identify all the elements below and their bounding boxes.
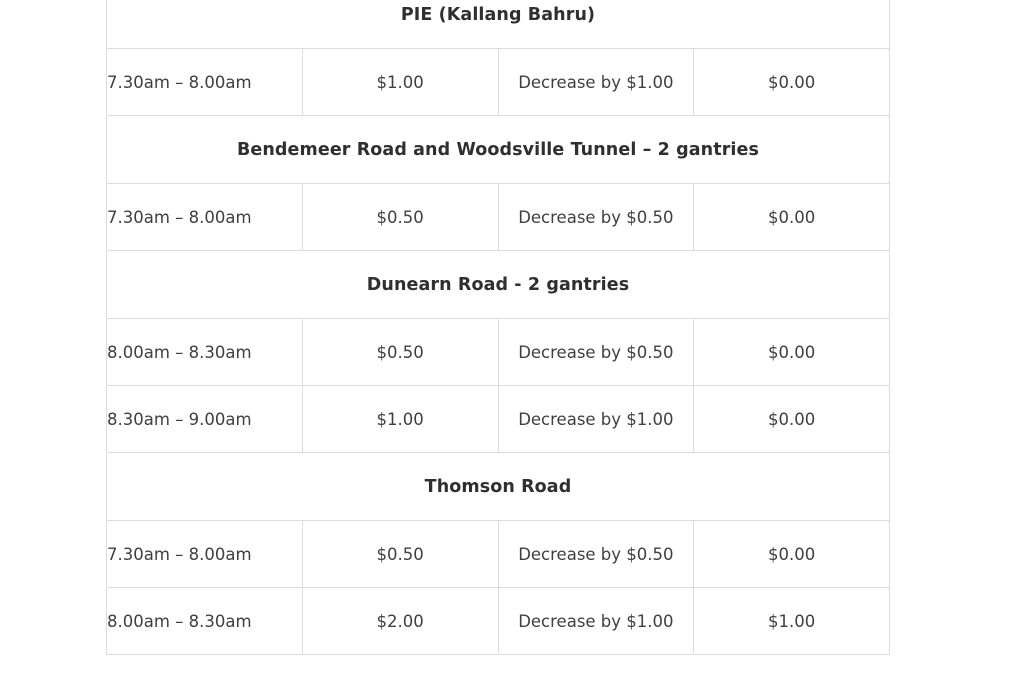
table-row <box>107 49 890 116</box>
table-row <box>107 184 890 251</box>
cell-time: 8.00am – 8.30am <box>107 319 303 386</box>
cell-time: 7.30am – 8.00am <box>107 49 303 116</box>
cell-new-rate: $0.00 <box>694 49 890 116</box>
table-row <box>107 521 890 588</box>
section-heading-cell <box>107 453 890 521</box>
table-row <box>107 386 890 453</box>
toll-table-body <box>107 0 890 655</box>
cell-current-rate: $0.50 <box>302 319 498 386</box>
cell-current-rate: $0.50 <box>302 184 498 251</box>
cell-change: Decrease by $0.50 <box>498 319 694 386</box>
cell-current-rate: $0.50 <box>302 521 498 588</box>
cell-change: Decrease by $0.50 <box>498 184 694 251</box>
cell-new-rate: $0.00 <box>694 184 890 251</box>
section-header-row <box>107 453 890 521</box>
cell-time: 8.30am – 9.00am <box>107 386 303 453</box>
cell-new-rate: $0.00 <box>694 319 890 386</box>
cell-current-rate: $1.00 <box>302 386 498 453</box>
cell-change: Decrease by $1.00 <box>498 588 694 655</box>
cell-change: Decrease by $1.00 <box>498 386 694 453</box>
cell-current-rate: $2.00 <box>302 588 498 655</box>
cell-new-rate: $0.00 <box>694 386 890 453</box>
cell-current-rate: $1.00 <box>302 49 498 116</box>
table-row <box>107 588 890 655</box>
cell-time: 8.00am – 8.30am <box>107 588 303 655</box>
section-header-row <box>107 251 890 319</box>
section-heading-cell <box>107 0 890 49</box>
cell-time: 7.30am – 8.00am <box>107 521 303 588</box>
section-heading-label: Thomson Road <box>424 476 572 497</box>
section-header-row <box>107 0 890 49</box>
table-row <box>107 319 890 386</box>
section-heading-label: Bendemeer Road and Woodsville Tunnel – 2 gantries <box>236 139 760 160</box>
cell-change: Decrease by $0.50 <box>498 521 694 588</box>
cell-change: Decrease by $1.00 <box>498 49 694 116</box>
section-heading-cell <box>107 251 890 319</box>
section-header-row <box>107 116 890 184</box>
cell-time: 7.30am – 8.00am <box>107 184 303 251</box>
toll-table-container <box>106 0 890 655</box>
section-heading-cell <box>107 116 890 184</box>
cell-new-rate: $1.00 <box>694 588 890 655</box>
toll-rate-table <box>106 0 890 655</box>
section-heading-label: PIE (Kallang Bahru) <box>400 4 596 25</box>
section-heading-label: Dunearn Road - 2 gantries <box>366 274 630 295</box>
cell-new-rate: $0.00 <box>694 521 890 588</box>
